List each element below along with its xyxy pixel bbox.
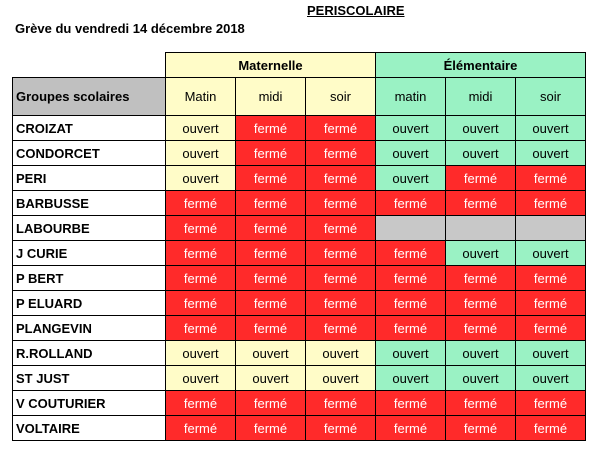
status-cell: fermé [236,141,306,166]
status-cell: fermé [516,316,586,341]
status-cell: fermé [376,291,446,316]
status-cell: fermé [376,416,446,441]
school-name: PERI [13,166,166,191]
school-name: V COUTURIER [13,391,166,416]
school-name: LABOURBE [13,216,166,241]
status-cell: ouvert [446,141,516,166]
status-cell: fermé [236,216,306,241]
table-row [13,366,586,391]
status-cell: fermé [166,391,236,416]
status-cell: ouvert [306,341,376,366]
table-row [13,216,586,241]
table-row [13,341,586,366]
status-cell: ouvert [376,341,446,366]
status-cell: ouvert [516,116,586,141]
status-cell: fermé [236,391,306,416]
status-cell: fermé [516,291,586,316]
status-cell: ouvert [166,166,236,191]
slot-header: Matin [166,78,236,116]
school-name: P BERT [13,266,166,291]
school-name: CONDORCET [13,141,166,166]
table-row [13,316,586,341]
status-cell: ouvert [236,341,306,366]
status-cell: ouvert [166,116,236,141]
status-cell: fermé [446,316,516,341]
status-cell: ouvert [166,366,236,391]
table-row [13,116,586,141]
school-name: J CURIE [13,241,166,266]
status-cell: fermé [166,266,236,291]
status-cell: ouvert [376,116,446,141]
status-cell: fermé [306,216,376,241]
slot-header: midi [236,78,306,116]
status-cell: ouvert [516,366,586,391]
school-name: P ELUARD [13,291,166,316]
status-cell: fermé [306,416,376,441]
group-header-elementaire: Élémentaire [376,53,586,78]
status-cell: ouvert [376,141,446,166]
status-cell: fermé [236,416,306,441]
slot-header: soir [306,78,376,116]
status-cell: ouvert [446,366,516,391]
status-cell: fermé [516,191,586,216]
status-cell [446,216,516,241]
status-cell: fermé [376,266,446,291]
school-name: BARBUSSE [13,191,166,216]
table-row [13,241,586,266]
status-cell: fermé [306,241,376,266]
status-cell: fermé [306,316,376,341]
status-cell: ouvert [166,141,236,166]
status-cell: fermé [376,316,446,341]
status-cell: fermé [306,391,376,416]
status-cell: fermé [166,416,236,441]
table-row [13,416,586,441]
group-header-maternelle: Maternelle [166,53,376,78]
table-row [13,166,586,191]
table-row [13,391,586,416]
status-cell: ouvert [446,341,516,366]
table-row [13,266,586,291]
status-cell: ouvert [516,341,586,366]
status-cell: fermé [236,116,306,141]
status-cell [376,216,446,241]
status-cell: fermé [236,316,306,341]
status-cell: fermé [306,191,376,216]
status-cell: fermé [446,191,516,216]
status-cell: fermé [306,141,376,166]
status-cell: fermé [376,191,446,216]
status-cell: ouvert [446,116,516,141]
table-row [13,191,586,216]
strike-date-subtitle: Grève du vendredi 14 décembre 2018 [15,21,245,36]
status-cell: fermé [516,416,586,441]
status-cell: fermé [236,166,306,191]
status-cell: ouvert [236,366,306,391]
table-row [13,141,586,166]
school-name: PLANGEVIN [13,316,166,341]
status-cell: fermé [376,391,446,416]
status-cell: fermé [166,216,236,241]
status-cell: ouvert [306,366,376,391]
status-cell: fermé [236,191,306,216]
status-cell: fermé [516,166,586,191]
periscolaire-table [12,52,586,441]
corner-header: Groupes scolaires [13,78,166,116]
status-cell: ouvert [376,166,446,191]
page-title: PERISCOLAIRE [307,3,405,18]
status-cell: fermé [166,191,236,216]
status-cell: fermé [236,266,306,291]
status-cell: fermé [516,391,586,416]
status-cell: fermé [376,241,446,266]
group-header-row [13,53,586,78]
status-cell: fermé [236,241,306,266]
status-cell: fermé [166,316,236,341]
status-cell: ouvert [516,141,586,166]
status-cell: ouvert [166,341,236,366]
slot-header-row [13,78,586,116]
status-cell: fermé [446,166,516,191]
status-cell: fermé [306,291,376,316]
status-cell: ouvert [446,241,516,266]
status-cell: fermé [166,241,236,266]
status-cell: fermé [516,266,586,291]
school-name: R.ROLLAND [13,341,166,366]
school-name: ST JUST [13,366,166,391]
status-cell: fermé [446,391,516,416]
status-cell: fermé [446,416,516,441]
slot-header: soir [516,78,586,116]
slot-header: matin [376,78,446,116]
status-cell: fermé [306,116,376,141]
status-cell: fermé [306,166,376,191]
table-row [13,291,586,316]
slot-header: midi [446,78,516,116]
school-name: CROIZAT [13,116,166,141]
status-cell: fermé [446,291,516,316]
status-cell: ouvert [516,241,586,266]
status-cell [516,216,586,241]
status-cell: fermé [236,291,306,316]
status-cell: fermé [306,266,376,291]
status-cell: fermé [446,266,516,291]
school-name: VOLTAIRE [13,416,166,441]
blank-cell [13,53,166,78]
status-cell: ouvert [376,366,446,391]
status-cell: fermé [166,291,236,316]
